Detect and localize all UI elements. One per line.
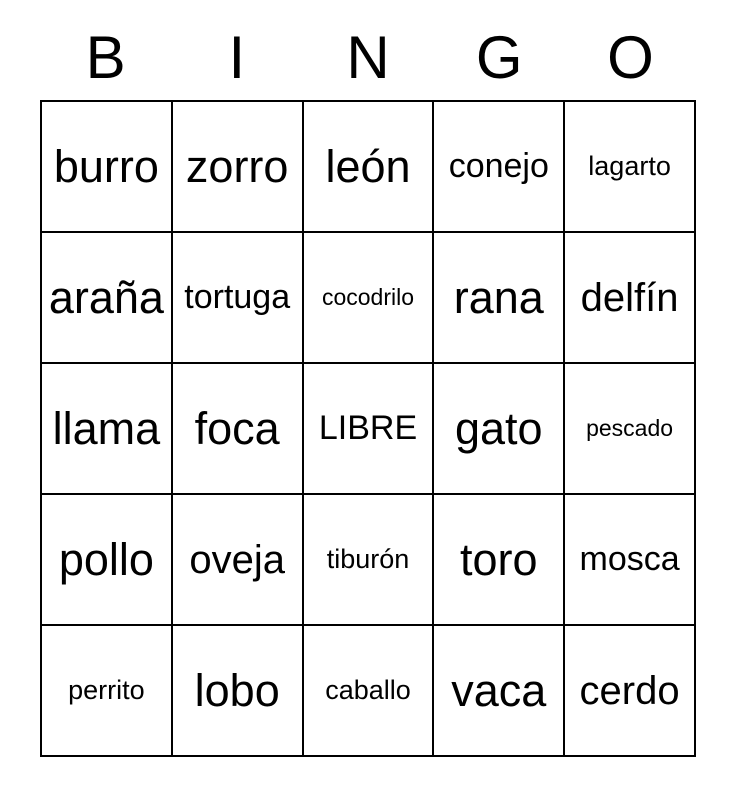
bingo-cell-label: perrito: [68, 675, 145, 706]
bingo-cell-label: vaca: [451, 664, 547, 716]
bingo-cell[interactable]: [434, 233, 565, 364]
bingo-cell[interactable]: [173, 495, 304, 626]
bingo-cell[interactable]: [434, 102, 565, 233]
bingo-cell[interactable]: [173, 102, 304, 233]
bingo-cell[interactable]: [565, 364, 696, 495]
bingo-cell-label: caballo: [325, 675, 411, 706]
bingo-cell-label: araña: [48, 271, 164, 323]
bingo-header-n: N: [346, 24, 390, 91]
bingo-header-o: O: [607, 24, 654, 91]
bingo-cell-label: tortuga: [184, 277, 291, 316]
bingo-cell[interactable]: [434, 495, 565, 626]
bingo-cell-label: delfín: [580, 275, 679, 320]
bingo-cell[interactable]: [42, 102, 173, 233]
bingo-cell[interactable]: [304, 495, 435, 626]
bingo-cell-label: burro: [53, 140, 159, 192]
bingo-cell-label: cerdo: [579, 668, 680, 713]
bingo-cell-label: pollo: [58, 533, 154, 585]
bingo-cell[interactable]: [434, 364, 565, 495]
bingo-cell[interactable]: [565, 495, 696, 626]
bingo-cell-label: lobo: [194, 664, 280, 716]
bingo-cell-free[interactable]: [304, 364, 435, 495]
bingo-cell-label: león: [325, 140, 411, 192]
bingo-cell-label: LIBRE: [318, 408, 418, 447]
bingo-row: [42, 233, 696, 364]
bingo-cell-label: foca: [194, 402, 280, 454]
bingo-cell-label: cocodrilo: [321, 284, 415, 311]
bingo-cell[interactable]: [565, 626, 696, 757]
bingo-cell-label: lagarto: [588, 151, 671, 182]
bingo-cell[interactable]: [173, 626, 304, 757]
bingo-cell[interactable]: [173, 364, 304, 495]
bingo-cell[interactable]: [42, 233, 173, 364]
bingo-cell[interactable]: [304, 233, 435, 364]
bingo-cell-label: gato: [454, 402, 543, 454]
bingo-grid: [40, 100, 696, 757]
bingo-cell[interactable]: [42, 626, 173, 757]
bingo-cell[interactable]: [42, 495, 173, 626]
bingo-cell[interactable]: [304, 626, 435, 757]
bingo-cell-label: oveja: [189, 537, 285, 582]
bingo-header-g: G: [475, 24, 523, 91]
bingo-cell[interactable]: [434, 626, 565, 757]
bingo-row: [42, 364, 696, 495]
bingo-cell-label: pescado: [586, 415, 674, 442]
bingo-row: [42, 102, 696, 233]
bingo-cell[interactable]: [173, 233, 304, 364]
bingo-cell-label: rana: [453, 271, 544, 323]
bingo-cell-label: tiburón: [326, 544, 410, 575]
bingo-cell[interactable]: [565, 102, 696, 233]
bingo-cell[interactable]: [565, 233, 696, 364]
bingo-cell[interactable]: [304, 102, 435, 233]
bingo-cell-label: mosca: [579, 539, 680, 578]
bingo-row: [42, 495, 696, 626]
bingo-cell[interactable]: [42, 364, 173, 495]
bingo-cell-label: zorro: [185, 140, 289, 192]
bingo-cell-label: toro: [460, 533, 538, 585]
bingo-header-i: I: [228, 24, 246, 91]
bingo-row: [42, 626, 696, 757]
bingo-header-b: B: [85, 24, 126, 91]
bingo-cell-label: conejo: [448, 146, 549, 185]
bingo-header-row: [40, 22, 696, 94]
bingo-cell-label: llama: [52, 402, 161, 454]
